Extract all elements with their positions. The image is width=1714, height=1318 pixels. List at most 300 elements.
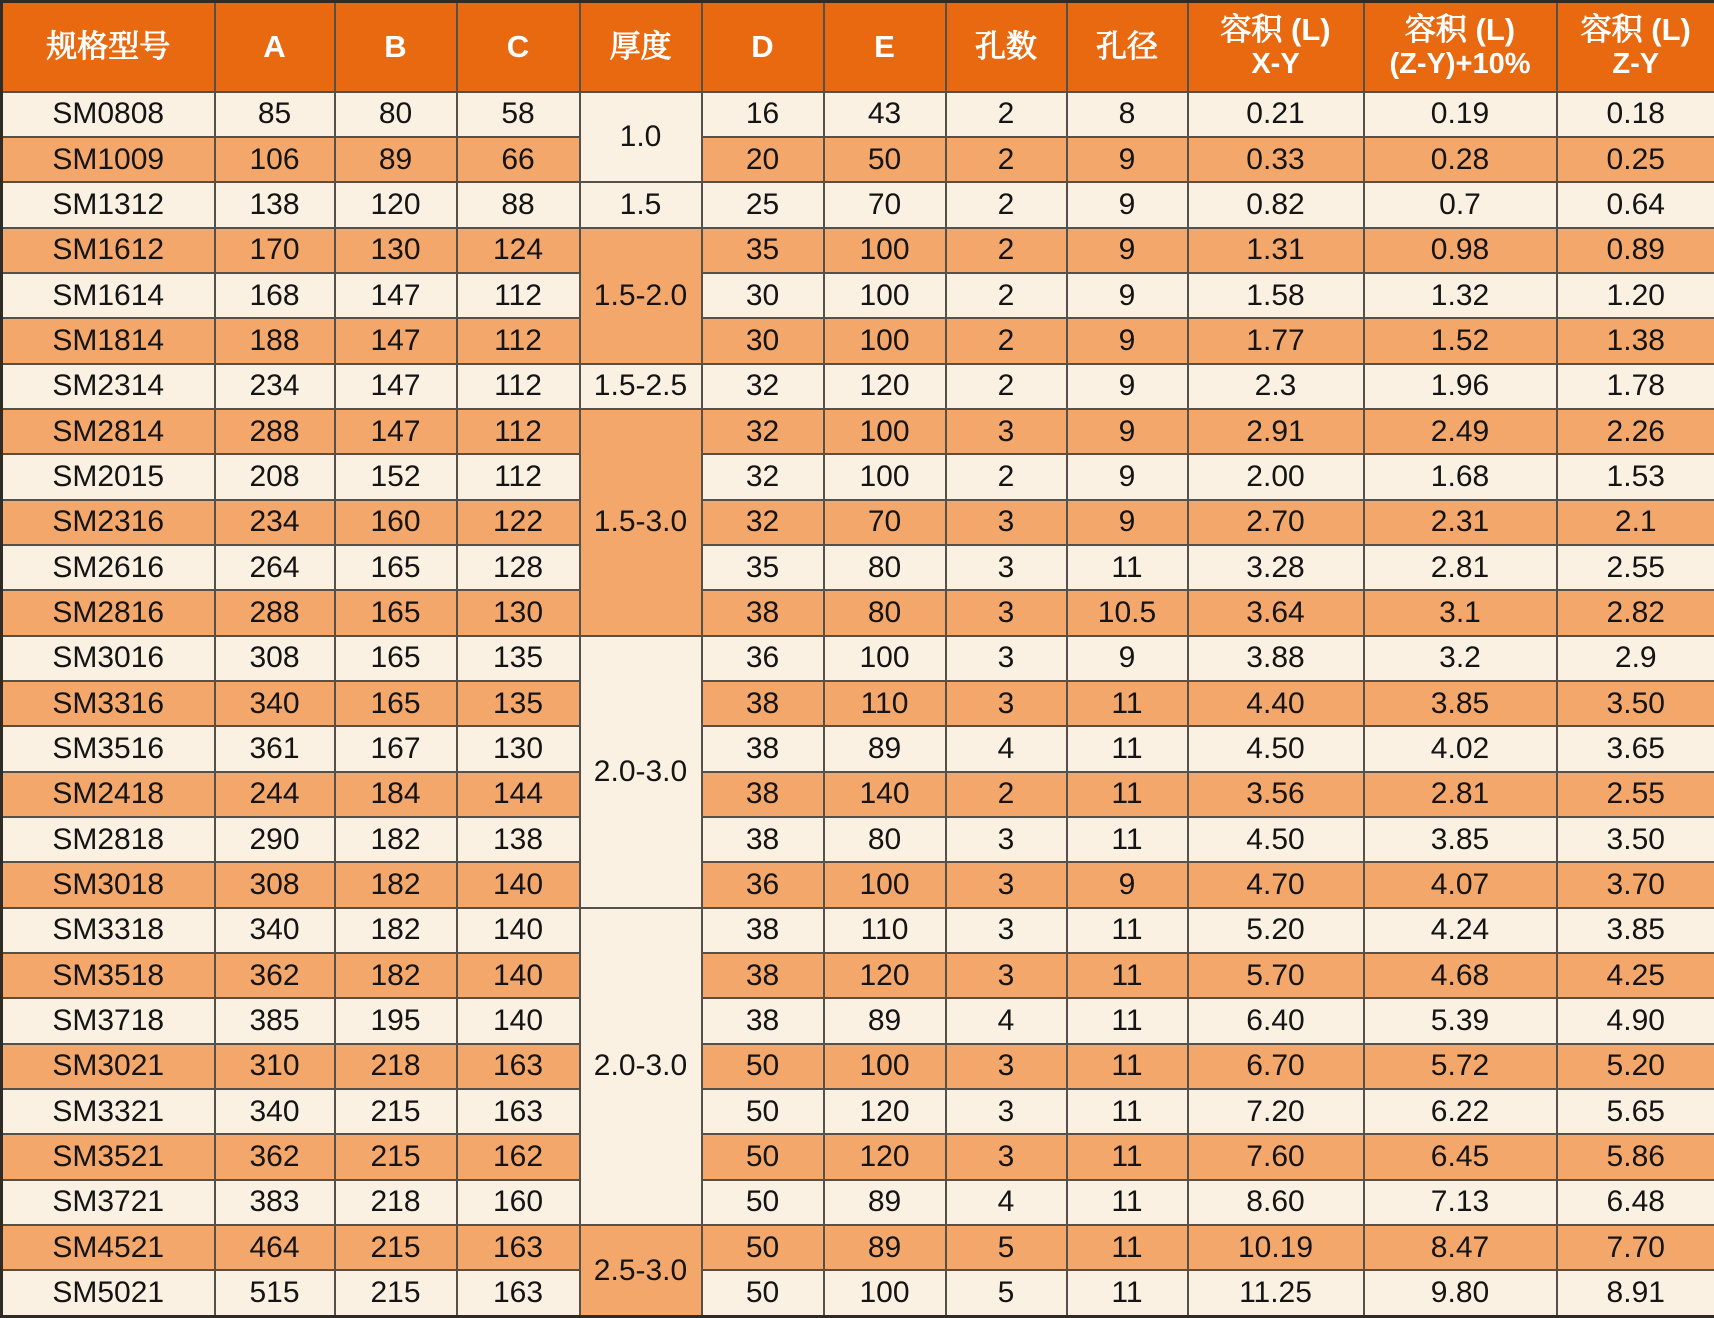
cell-hole-count: 3 [946,500,1067,545]
cell-hole-count: 5 [946,1270,1067,1316]
cell-e: 89 [824,1180,946,1225]
cell-a: 464 [215,1225,335,1270]
table-row [2,998,1714,1043]
cell-volume-zy-plus10: 5.39 [1364,998,1557,1043]
cell-hole-count: 3 [946,908,1067,953]
cell-a: 385 [215,998,335,1043]
cell-model: SM2816 [2,590,215,635]
cell-c: 162 [457,1134,580,1179]
cell-volume-zy-plus10: 5.72 [1364,1044,1557,1089]
cell-volume-zy-plus10: 7.13 [1364,1180,1557,1225]
cell-hole-diameter: 9 [1067,182,1188,227]
cell-volume-zy: 5.65 [1557,1089,1714,1134]
table-row [2,1089,1714,1134]
cell-a: 362 [215,1134,335,1179]
cell-b: 165 [335,590,457,635]
cell-model: SM1312 [2,182,215,227]
cell-d: 32 [702,500,824,545]
table-row [2,545,1714,590]
cell-volume-zy: 3.70 [1557,862,1714,907]
cell-d: 38 [702,772,824,817]
cell-volume-zy-plus10: 6.45 [1364,1134,1557,1179]
cell-d: 38 [702,908,824,953]
table-row [2,182,1714,227]
cell-b: 195 [335,998,457,1043]
cell-thickness: 1.5-2.5 [580,364,702,409]
cell-d: 30 [702,318,824,363]
header-e: E [824,2,946,92]
cell-volume-zy-plus10: 6.22 [1364,1089,1557,1134]
cell-d: 50 [702,1044,824,1089]
cell-hole-count: 3 [946,817,1067,862]
cell-volume-zy-plus10: 1.96 [1364,364,1557,409]
cell-b: 152 [335,454,457,499]
cell-volume-zy: 4.90 [1557,998,1714,1043]
cell-hole-count: 4 [946,726,1067,771]
cell-c: 163 [457,1225,580,1270]
cell-model: SM3318 [2,908,215,953]
cell-d: 16 [702,92,824,137]
cell-c: 122 [457,500,580,545]
cell-volume-zy: 0.89 [1557,228,1714,273]
cell-hole-count: 2 [946,137,1067,182]
cell-b: 147 [335,364,457,409]
cell-volume-xy: 10.19 [1188,1225,1364,1270]
cell-model: SM2418 [2,772,215,817]
cell-hole-count: 2 [946,364,1067,409]
header-hole-count: 孔数 [946,2,1067,92]
header-d: D [702,2,824,92]
cell-e: 120 [824,1134,946,1179]
cell-volume-xy: 2.91 [1188,409,1364,454]
cell-volume-zy-plus10: 3.85 [1364,681,1557,726]
cell-a: 340 [215,1089,335,1134]
cell-hole-diameter: 11 [1067,772,1188,817]
cell-volume-xy: 1.58 [1188,273,1364,318]
table-row [2,454,1714,499]
cell-a: 340 [215,681,335,726]
cell-volume-zy-plus10: 0.98 [1364,228,1557,273]
cell-volume-xy: 0.21 [1188,92,1364,137]
cell-e: 110 [824,681,946,726]
cell-c: 130 [457,726,580,771]
cell-thickness: 1.5-2.0 [580,228,702,364]
cell-volume-zy: 5.20 [1557,1044,1714,1089]
cell-d: 36 [702,862,824,907]
cell-model: SM3021 [2,1044,215,1089]
cell-volume-zy: 0.18 [1557,92,1714,137]
table-row [2,1225,1714,1270]
cell-hole-count: 3 [946,409,1067,454]
cell-a: 138 [215,182,335,227]
cell-volume-xy: 0.33 [1188,137,1364,182]
cell-d: 38 [702,817,824,862]
cell-e: 89 [824,998,946,1043]
cell-b: 184 [335,772,457,817]
cell-volume-zy-plus10: 8.47 [1364,1225,1557,1270]
cell-volume-xy: 5.70 [1188,953,1364,998]
cell-c: 135 [457,636,580,681]
cell-model: SM3018 [2,862,215,907]
cell-d: 38 [702,998,824,1043]
cell-e: 80 [824,817,946,862]
cell-model: SM1614 [2,273,215,318]
cell-hole-diameter: 11 [1067,817,1188,862]
cell-volume-zy-plus10: 0.28 [1364,137,1557,182]
cell-volume-zy: 3.85 [1557,908,1714,953]
table-row [2,409,1714,454]
cell-model: SM3518 [2,953,215,998]
cell-a: 85 [215,92,335,137]
cell-volume-xy: 3.64 [1188,590,1364,635]
cell-hole-count: 3 [946,953,1067,998]
cell-a: 340 [215,908,335,953]
cell-b: 215 [335,1225,457,1270]
cell-volume-xy: 4.70 [1188,862,1364,907]
cell-volume-zy: 1.20 [1557,273,1714,318]
cell-d: 50 [702,1225,824,1270]
cell-e: 100 [824,1044,946,1089]
cell-a: 106 [215,137,335,182]
cell-volume-xy: 6.70 [1188,1044,1364,1089]
cell-a: 515 [215,1270,335,1316]
cell-d: 50 [702,1180,824,1225]
cell-model: SM0808 [2,92,215,137]
cell-a: 168 [215,273,335,318]
cell-hole-count: 3 [946,862,1067,907]
cell-b: 182 [335,817,457,862]
cell-a: 234 [215,500,335,545]
header-model: 规格型号 [2,2,215,92]
cell-d: 35 [702,545,824,590]
cell-thickness: 1.5-3.0 [580,409,702,636]
header-thickness: 厚度 [580,2,702,92]
table-row [2,636,1714,681]
cell-thickness: 2.0-3.0 [580,908,702,1225]
cell-hole-count: 2 [946,772,1067,817]
cell-b: 215 [335,1134,457,1179]
cell-e: 100 [824,636,946,681]
table-row [2,1134,1714,1179]
cell-hole-diameter: 11 [1067,908,1188,953]
cell-volume-zy: 5.86 [1557,1134,1714,1179]
table-row [2,590,1714,635]
cell-volume-zy-plus10: 4.24 [1364,908,1557,953]
cell-volume-zy: 2.9 [1557,636,1714,681]
cell-e: 120 [824,1089,946,1134]
cell-hole-diameter: 9 [1067,454,1188,499]
header-c: C [457,2,580,92]
cell-e: 120 [824,953,946,998]
cell-a: 170 [215,228,335,273]
header-volume-xy: 容积 (L) X-Y [1188,2,1364,92]
cell-hole-diameter: 8 [1067,92,1188,137]
cell-volume-zy: 1.78 [1557,364,1714,409]
cell-thickness: 1.0 [580,92,702,183]
cell-c: 140 [457,908,580,953]
cell-hole-diameter: 11 [1067,1225,1188,1270]
cell-a: 188 [215,318,335,363]
cell-d: 50 [702,1089,824,1134]
cell-a: 234 [215,364,335,409]
table-row [2,228,1714,273]
cell-e: 140 [824,772,946,817]
cell-e: 100 [824,409,946,454]
cell-hole-diameter: 11 [1067,545,1188,590]
cell-hole-count: 3 [946,545,1067,590]
cell-volume-zy: 0.25 [1557,137,1714,182]
cell-volume-xy: 7.60 [1188,1134,1364,1179]
cell-b: 147 [335,318,457,363]
cell-model: SM3718 [2,998,215,1043]
table-row [2,137,1714,182]
cell-c: 130 [457,590,580,635]
cell-d: 36 [702,636,824,681]
header-b: B [335,2,457,92]
cell-volume-xy: 3.88 [1188,636,1364,681]
cell-e: 50 [824,137,946,182]
cell-a: 308 [215,862,335,907]
header-a: A [215,2,335,92]
table-row [2,953,1714,998]
cell-d: 38 [702,726,824,771]
cell-d: 38 [702,590,824,635]
cell-thickness: 2.5-3.0 [580,1225,702,1316]
cell-volume-zy-plus10: 0.19 [1364,92,1557,137]
cell-hole-count: 5 [946,1225,1067,1270]
cell-volume-zy: 3.50 [1557,817,1714,862]
cell-c: 112 [457,409,580,454]
cell-a: 208 [215,454,335,499]
cell-a: 383 [215,1180,335,1225]
cell-e: 100 [824,862,946,907]
cell-a: 288 [215,590,335,635]
cell-hole-diameter: 9 [1067,137,1188,182]
cell-b: 167 [335,726,457,771]
cell-hole-diameter: 11 [1067,998,1188,1043]
cell-volume-zy: 8.91 [1557,1270,1714,1316]
cell-model: SM1814 [2,318,215,363]
cell-volume-zy-plus10: 1.52 [1364,318,1557,363]
cell-volume-xy: 2.3 [1188,364,1364,409]
cell-c: 140 [457,862,580,907]
cell-d: 32 [702,364,824,409]
cell-hole-diameter: 10.5 [1067,590,1188,635]
cell-volume-xy: 8.60 [1188,1180,1364,1225]
table-row [2,817,1714,862]
cell-volume-zy-plus10: 2.81 [1364,772,1557,817]
cell-b: 89 [335,137,457,182]
table-row [2,92,1714,137]
cell-a: 310 [215,1044,335,1089]
cell-b: 165 [335,636,457,681]
cell-d: 20 [702,137,824,182]
table-header-row [2,2,1714,92]
cell-hole-count: 3 [946,590,1067,635]
cell-b: 215 [335,1089,457,1134]
cell-volume-zy-plus10: 3.85 [1364,817,1557,862]
cell-d: 38 [702,953,824,998]
table-row [2,862,1714,907]
cell-b: 120 [335,182,457,227]
cell-e: 120 [824,364,946,409]
cell-model: SM2015 [2,454,215,499]
cell-volume-zy: 2.55 [1557,545,1714,590]
cell-e: 100 [824,454,946,499]
cell-hole-diameter: 11 [1067,681,1188,726]
cell-model: SM2818 [2,817,215,862]
cell-model: SM2616 [2,545,215,590]
cell-hole-diameter: 9 [1067,862,1188,907]
cell-b: 218 [335,1180,457,1225]
table-row [2,908,1714,953]
cell-c: 58 [457,92,580,137]
cell-e: 89 [824,1225,946,1270]
cell-b: 147 [335,409,457,454]
cell-b: 165 [335,545,457,590]
cell-hole-count: 2 [946,228,1067,273]
cell-volume-zy-plus10: 2.49 [1364,409,1557,454]
cell-volume-zy: 2.55 [1557,772,1714,817]
cell-c: 138 [457,817,580,862]
cell-d: 32 [702,454,824,499]
cell-b: 147 [335,273,457,318]
cell-model: SM2314 [2,364,215,409]
cell-hole-count: 2 [946,318,1067,363]
cell-c: 140 [457,953,580,998]
cell-hole-count: 2 [946,273,1067,318]
cell-model: SM3521 [2,1134,215,1179]
cell-hole-diameter: 11 [1067,1180,1188,1225]
cell-hole-count: 4 [946,998,1067,1043]
cell-d: 25 [702,182,824,227]
cell-hole-diameter: 11 [1067,1044,1188,1089]
table-row [2,1180,1714,1225]
cell-volume-zy: 2.1 [1557,500,1714,545]
cell-a: 288 [215,409,335,454]
cell-hole-count: 3 [946,636,1067,681]
cell-hole-count: 2 [946,182,1067,227]
cell-d: 32 [702,409,824,454]
table-row [2,364,1714,409]
cell-c: 112 [457,318,580,363]
cell-b: 130 [335,228,457,273]
cell-d: 35 [702,228,824,273]
cell-volume-xy: 2.70 [1188,500,1364,545]
cell-c: 112 [457,454,580,499]
cell-c: 135 [457,681,580,726]
cell-hole-diameter: 9 [1067,318,1188,363]
cell-b: 160 [335,500,457,545]
cell-volume-zy: 3.65 [1557,726,1714,771]
header-volume-zy-plus10: 容积 (L) (Z-Y)+10% [1364,2,1557,92]
cell-volume-zy-plus10: 1.68 [1364,454,1557,499]
cell-hole-diameter: 11 [1067,1270,1188,1316]
cell-hole-count: 2 [946,454,1067,499]
cell-hole-diameter: 11 [1067,1134,1188,1179]
cell-volume-zy-plus10: 1.32 [1364,273,1557,318]
cell-c: 112 [457,273,580,318]
cell-d: 30 [702,273,824,318]
cell-volume-zy: 2.26 [1557,409,1714,454]
cell-volume-zy-plus10: 2.81 [1364,545,1557,590]
cell-hole-count: 2 [946,92,1067,137]
cell-e: 70 [824,182,946,227]
cell-hole-count: 3 [946,1044,1067,1089]
cell-volume-zy: 6.48 [1557,1180,1714,1225]
cell-volume-xy: 4.50 [1188,817,1364,862]
cell-e: 70 [824,500,946,545]
cell-b: 182 [335,908,457,953]
cell-volume-zy-plus10: 2.31 [1364,500,1557,545]
cell-volume-zy-plus10: 0.7 [1364,182,1557,227]
header-volume-zy: 容积 (L) Z-Y [1557,2,1714,92]
cell-d: 50 [702,1134,824,1179]
cell-hole-diameter: 9 [1067,228,1188,273]
cell-b: 182 [335,953,457,998]
cell-model: SM2316 [2,500,215,545]
cell-volume-xy: 5.20 [1188,908,1364,953]
cell-thickness: 1.5 [580,182,702,227]
cell-e: 80 [824,545,946,590]
cell-a: 264 [215,545,335,590]
cell-model: SM1009 [2,137,215,182]
cell-volume-zy-plus10: 4.02 [1364,726,1557,771]
cell-model: SM3016 [2,636,215,681]
cell-volume-zy: 0.64 [1557,182,1714,227]
cell-d: 50 [702,1270,824,1316]
cell-e: 110 [824,908,946,953]
cell-c: 163 [457,1270,580,1316]
table-row [2,273,1714,318]
cell-a: 362 [215,953,335,998]
cell-model: SM5021 [2,1270,215,1316]
cell-volume-xy: 3.28 [1188,545,1364,590]
table-row [2,318,1714,363]
cell-volume-zy-plus10: 4.68 [1364,953,1557,998]
cell-volume-zy: 1.38 [1557,318,1714,363]
cell-volume-zy-plus10: 4.07 [1364,862,1557,907]
cell-hole-diameter: 9 [1067,364,1188,409]
cell-volume-xy: 1.31 [1188,228,1364,273]
cell-model: SM3516 [2,726,215,771]
cell-c: 163 [457,1044,580,1089]
cell-e: 80 [824,590,946,635]
cell-b: 165 [335,681,457,726]
table-row [2,1270,1714,1316]
cell-b: 80 [335,92,457,137]
cell-hole-count: 4 [946,1180,1067,1225]
table-row [2,681,1714,726]
cell-model: SM4521 [2,1225,215,1270]
table-row [2,726,1714,771]
cell-e: 89 [824,726,946,771]
cell-a: 308 [215,636,335,681]
cell-c: 160 [457,1180,580,1225]
cell-hole-diameter: 11 [1067,1089,1188,1134]
cell-volume-xy: 4.40 [1188,681,1364,726]
cell-e: 43 [824,92,946,137]
cell-hole-diameter: 9 [1067,636,1188,681]
cell-volume-xy: 2.00 [1188,454,1364,499]
cell-hole-diameter: 9 [1067,409,1188,454]
cell-e: 100 [824,1270,946,1316]
cell-c: 124 [457,228,580,273]
cell-model: SM2814 [2,409,215,454]
cell-c: 88 [457,182,580,227]
cell-volume-xy: 0.82 [1188,182,1364,227]
cell-c: 112 [457,364,580,409]
